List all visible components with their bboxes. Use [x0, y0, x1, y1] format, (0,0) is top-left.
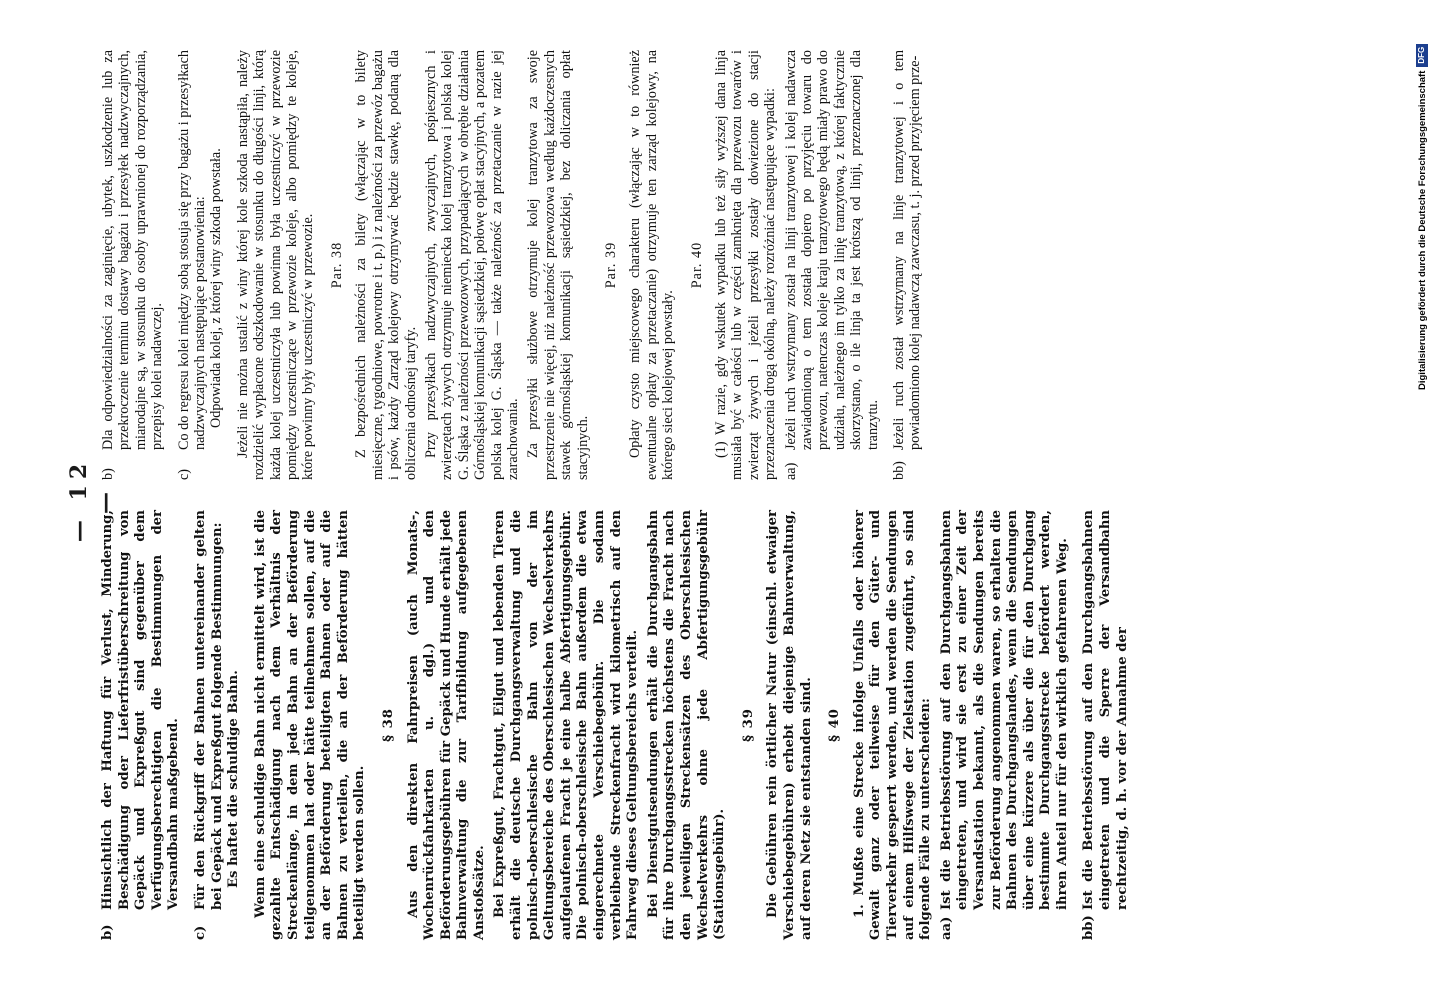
section-heading-40: § 40 [827, 708, 843, 742]
section-heading-39: § 39 [740, 708, 756, 742]
german-c-paragraph: Wenn eine schuldige Bahn nicht ermittelt wird, ist die gezahlte Entschädigung nach dem Verhältnis der Streckenlänge, in dem jede Bahn an der Beförderung teilgenommen hat oder hätte teilnehmen sollen, auf die an der Beförderung beteiligten Bahnen oder auf die Bahnen zu verteilen, die an der Beförderung hätten beteiligt werden sollen. [252, 510, 368, 940]
german-item-b [100, 510, 183, 940]
item-text: Jeżeli ruch został wstrzymany na linje tranzytowej i o tem powiadomiono kolej nadawczą zawczasu, t. j. przed przyjęciem prze- [891, 50, 924, 450]
section-heading-par-40: Par. 40 [688, 241, 705, 289]
german-item-aa [939, 510, 1072, 940]
german-40-p1: 1. Mußte eine Strecke infolge Unfalls oder höherer Gewalt ganz oder teilweise für den Güter- und Tierverkehr gesperrt werden, und werden die Sendungen auf einem Hilfswege der Zielstation zugeführt, so sind folgende Fälle zu unterscheiden: [851, 510, 934, 940]
german-38-p1: Aus den direkten Fahrpreisen (auch Monats-, Wochenrückfahrkarten u. dgl.) und den Beförderungsgebühren für Gepäck und Hunde erhält jede Bahnverwaltung die zur Tarifbildung aufgegebenen Anstoßsätze. [405, 510, 487, 940]
item-text: Hinsichtlich der Haftung für Verlust, Minderung, Beschädigung oder Lieferfristüberschreitung von Gepäck und Expreßgut sind gegenüber dem Verfügungsberechtigten die Bestimmungen der Versandbahn maßgebend. [100, 510, 182, 910]
item-text: Dla odpowiedzialności za zaginięcie, ubytek, uszkodzenie lub za przekroczenie terminu dostawy bagażu i przesyłek nadzwyczajnych, miarodajne są, w stosunku do osoby uprawnionej do rozporządzania, przepisy kolei nadawczej. [100, 50, 166, 450]
polish-c-paragraph: Jeżeli nie można ustalić z winy której kole szkoda nastąpiła, należy rozdzielić wypłacone odszkodowanie w stosunku do długości linji, którą każda kolej uczestniczyła lub powinna była uczestniczyć w przewozie pomiędzy uczestniczące w przewozie koleje, albo pomiędzy te koleje, które powinny były uczestniczyć w przewozie. [234, 50, 317, 480]
german-39-p1: Die Gebühren rein örtlicher Natur (einschl. etwaiger Verschiebegebühren) erhebt diejenige Bahnverwaltung, auf deren Netz sie entstanden sind. [765, 510, 814, 940]
item-label: aa) [938, 916, 954, 940]
item-label: bb) [1081, 915, 1097, 940]
item-subline: Es haftet die schuldige Bahn. [226, 670, 242, 888]
polish-39-p1: Opłaty czysto miejscowego charakteru (włączając w to również ewentualne opłaty za przetaczanie) otrzymuje ten zarząd kolejowy, na którego sieci kolejowej powstały. [627, 50, 677, 480]
german-column [100, 510, 1141, 940]
polish-38-p2: Przy przesyłkach nadzwyczajnych, zwyczajnych, pośpiesznych i zwierzętach żywych otrzymuje niemiecka kolej tranzytowa i polska kolej G. Śląska z należności przewozowych, przypadających w obrębie działania Górnośląskiej komunikacji sąsiedzkiej, połowę opłat stacyjnych, a pozatem polska kolej G. Śląska — także należność za przetaczanie w razie jej zarachowania. [422, 50, 521, 480]
item-label: c) [175, 468, 192, 480]
item-label: b) [100, 924, 115, 940]
german-item-c [193, 510, 243, 940]
section-heading-par-39: Par. 39 [602, 241, 619, 289]
section-heading-38: § 38 [380, 708, 396, 742]
german-38-p3: Bei Dienstgutsendungen erhält die Durchgangsbahn für ihre Durchgangsstrecken höchstens die Fracht nach den jeweiligen Streckensätzen des Oberschlesischen Wechselverkehrs ohne jede Abfertigungsgebühr (Stationsgebühr). [645, 510, 728, 940]
digitization-credit [1414, 0, 1430, 390]
polish-38-p1: Z bezpośrednich należności za bilety (włączając w to bilety miesięczne, tygodniowe, powrotne i t. p.) i z należności za przewóz bagażu i psów, każdy Zarząd kolejowy otrzymywać będzie stawkę, podaną dla obliczenia odnośnej taryfy. [353, 50, 419, 480]
item-label: aa) [782, 462, 799, 480]
polish-40-p1: (1) W razie, gdy wskutek wypadku lub też siły wyższej dana linja musiała być w całości lub w części zamknięta dla przewozu towarów i zwierząt żywych i jeżeli przesyłki zostały dowiezione do stacji przeznaczenia drogą okólną, należy rozróżniać następujące wypadki: [713, 50, 779, 480]
polish-item-bb [891, 50, 924, 480]
polish-item-aa [783, 50, 881, 480]
item-text: Jeżeli ruch wstrzymany został na linji tranzytowej i kolej nadawcza zawiadomioną o tem została dopiero po przyjęciu towaru do przewozu, natenczas koleje kraju tranzytowego będą miały prawo do udziału, należnego im tylko za linję tranzytową, z której faktycznie skorzystano, o ile linja ta jest krótszą od linji, przeznaczonej dla tranzytu. [782, 50, 881, 450]
item-text: Co do regresu kolei między sobą stosuja się przy bagażu i przesyłkach nadzwyczajnych następujące postanowienia: [175, 50, 209, 450]
german-38-p2: Bei Expreßgut, Frachtgut, Eilgut und lebenden Tieren erhält die deutsche Durchgangsverwaltung und die polnisch-oberschlesische Bahn von der im Geltungsbereiche des Oberschlesischen Wechselverkehrs aufgelaufenen Fracht je eine halbe Abfertigungsgebühr. Die polnisch-oberschlesische Bahn außerdem die etwa eingerechnete Verschiebegebühr. Die sodann verbleibende Streckenfracht wird kilometrisch auf den Fahrweg dieses Geltungsbereichs verteilt. [492, 510, 641, 940]
polish-column [100, 50, 934, 480]
polish-38-p3: Za przesyłki służbowe otrzymuje kolej tranzytowa za swoje przestrzenie nie więcej, niż należność przewozowa według każdoczesnych stawek górnośląskiej komunikacji sąsiedzkiej, bez doliczania opłat stacyjnych. [525, 50, 591, 480]
section-heading-par-38: Par. 38 [328, 241, 345, 289]
item-subline: Odpowiada kolej, z której winy szkoda powstała. [208, 148, 225, 428]
german-item-bb [1081, 510, 1131, 940]
polish-item-b [100, 50, 166, 480]
dfg-logo: DFG [1416, 44, 1428, 67]
item-label: c) [192, 925, 208, 940]
polish-item-c [176, 50, 225, 480]
item-text: Ist die Betriebsstörung auf den Durchgangsbahnen eingetreten, und wird sie erst zu einer Zeit der Versandstation bekannt, als die Sendungen bereits zur Beförderung angenommen waren, so erhalten die Bahnen des Durchgangslandes, wenn die Sendungen über eine kürzere als über die für den Durchgang bestimmte Durchgangsstrecke befördert werden, ihren Anteil nur für den wirklich gefahrenen Weg. [938, 510, 1070, 910]
item-text: Ist die Betriebsstörung auf den Durchgangsbahnen eingetreten und die Sperre der Versandbahn rechtzeitig, d. h. vor der Annahme der [1081, 510, 1130, 910]
item-text: Für den Rückgriff der Bahnen untereinander gelten bei Gepäck und Expreßgut folgende Bestimmungen: [192, 510, 225, 910]
digitization-credit-text: Digitalisierung gefördert durch die Deutsche Forschungsgemeinschaft [1416, 70, 1428, 390]
item-label: b) [100, 468, 116, 480]
item-label: bb) [891, 461, 908, 480]
page-number: — 12 — [66, 457, 118, 543]
